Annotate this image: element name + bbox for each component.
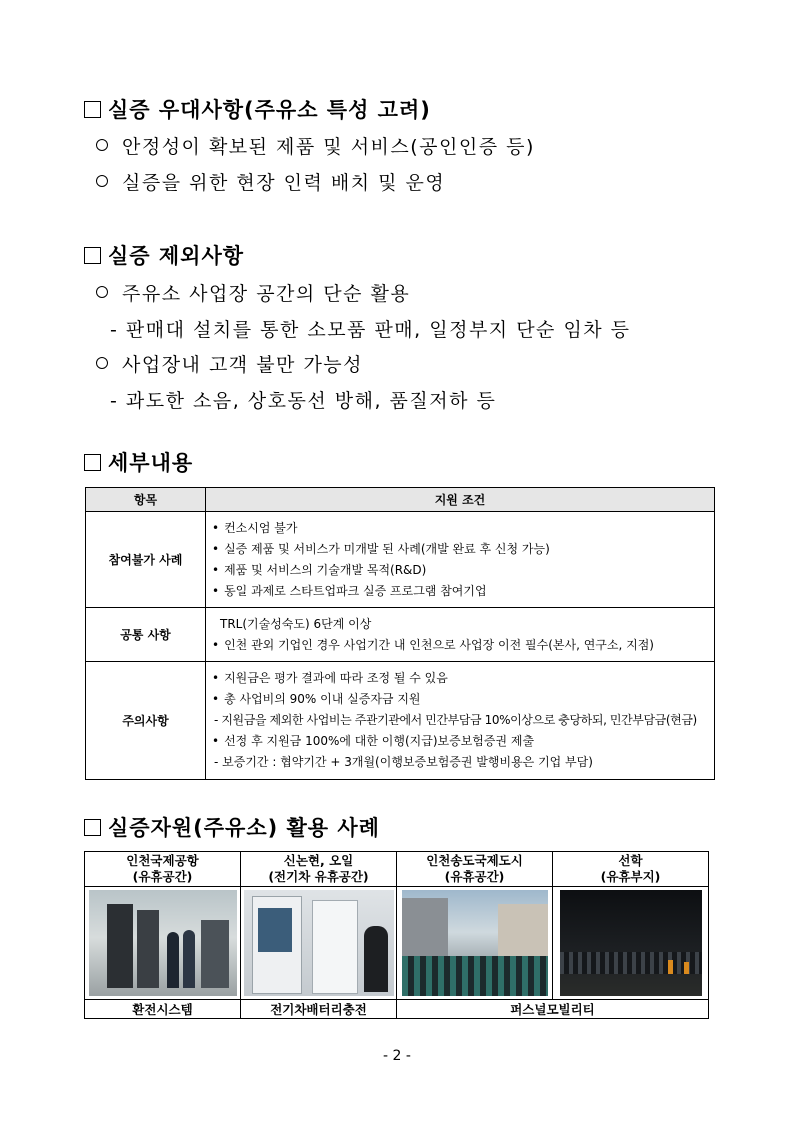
case-photo-cell — [85, 887, 241, 1000]
condition-line: • 실증 제품 및 서비스가 미개발 된 사례(개발 완료 후 신청 가능) — [212, 539, 710, 560]
condition-line: • 총 사업비의 90% 이내 실증자금 지원 — [212, 689, 710, 710]
case-photo-table — [84, 851, 709, 1019]
section-heading-exclusions: 실증 제외사항 — [84, 240, 244, 270]
section-heading-cases: 실증자원(주유소) 활용 사례 — [84, 812, 380, 842]
table-header-row — [86, 488, 715, 512]
case-photo-cell — [241, 887, 397, 1000]
condition-line: • 동일 과제로 스타트업파크 실증 프로그램 참여기업 — [212, 581, 710, 602]
case-header-cell: 인천송도국제도시 (유휴공간) — [397, 852, 553, 887]
checkbox-square-icon — [84, 101, 101, 118]
exchange-kiosk-photo — [89, 890, 237, 996]
circle-bullet-icon — [96, 175, 108, 187]
condition-line: • 지원금은 평가 결과에 따라 조정 될 수 있음 — [212, 668, 710, 689]
case-photo-cell — [553, 887, 709, 1000]
section-heading-preferences: 실증 우대사항(주유소 특성 고려) — [84, 94, 431, 124]
row-conditions — [206, 512, 715, 608]
case-caption: 퍼스널모빌리티 — [397, 1000, 709, 1019]
table-row — [86, 608, 715, 662]
condition-line: TRL(기술성숙도) 6단계 이상 — [220, 616, 372, 631]
condition-line: • 인천 관외 기업인 경우 사업기간 내 인천으로 사업장 이전 필수(본사, 연구소, 지점) — [212, 635, 710, 656]
detail-table — [85, 487, 715, 780]
condition-line: • 선정 후 지원금 100%에 대한 이행(지급)보증보험증권 제출 — [212, 731, 710, 752]
table-row — [86, 662, 715, 780]
condition-line: • 제품 및 서비스의 기술개발 목적(R&D) — [212, 560, 710, 581]
checkbox-square-icon — [84, 819, 101, 836]
ev-charger-photo — [244, 890, 394, 996]
case-header-cell: 선학 (유휴부지) — [553, 852, 709, 887]
sub-list-item: - 과도한 소음, 상호동선 방해, 품질저하 등 — [110, 390, 497, 412]
case-caption-row — [85, 1000, 709, 1019]
row-category: 주의사항 — [86, 662, 206, 780]
list-item: 사업장내 고객 불만 가능성 — [96, 350, 363, 377]
case-header-cell: 인천국제공항 (유휴공간) — [85, 852, 241, 887]
night-parking-photo — [560, 890, 702, 996]
list-item: 안정성이 확보된 제품 및 서비스(공인인증 등) — [96, 132, 535, 159]
case-caption: 전기차배터리충전 — [241, 1000, 397, 1019]
list-item: 실증을 위한 현장 인력 배치 및 운영 — [96, 168, 445, 195]
circle-bullet-icon — [96, 286, 108, 298]
case-header-cell: 신논현, 오일 (전기차 유휴공간) — [241, 852, 397, 887]
bike-sharing-photo — [402, 890, 548, 996]
circle-bullet-icon — [96, 139, 108, 151]
condition-line: - 지원금을 제외한 사업비는 주관기관에서 민간부담금 10%이상으로 충당하되, 민간부담금(현금) — [214, 713, 697, 727]
section-heading-details: 세부내용 — [84, 447, 193, 477]
condition-line: • 컨소시엄 불가 — [212, 518, 710, 539]
row-category: 참여불가 사례 — [86, 512, 206, 608]
table-header-cell: 지원 조건 — [206, 488, 715, 512]
sub-list-item: - 판매대 설치를 통한 소모품 판매, 일정부지 단순 임차 등 — [110, 319, 631, 341]
page-number: - 2 - — [383, 1048, 411, 1064]
case-header-row — [85, 852, 709, 887]
row-category: 공통 사항 — [86, 608, 206, 662]
case-photo-cell — [397, 887, 553, 1000]
checkbox-square-icon — [84, 454, 101, 471]
table-header-cell: 항목 — [86, 488, 206, 512]
table-row — [86, 512, 715, 608]
case-photo-row — [85, 887, 709, 1000]
row-conditions — [206, 662, 715, 780]
list-item: 주유소 사업장 공간의 단순 활용 — [96, 279, 410, 306]
condition-line: - 보증기간 : 협약기간 + 3개월(이행보증보험증권 발행비용은 기업 부담) — [214, 755, 593, 769]
checkbox-square-icon — [84, 247, 101, 264]
row-conditions — [206, 608, 715, 662]
case-caption: 환전시스템 — [85, 1000, 241, 1019]
circle-bullet-icon — [96, 357, 108, 369]
